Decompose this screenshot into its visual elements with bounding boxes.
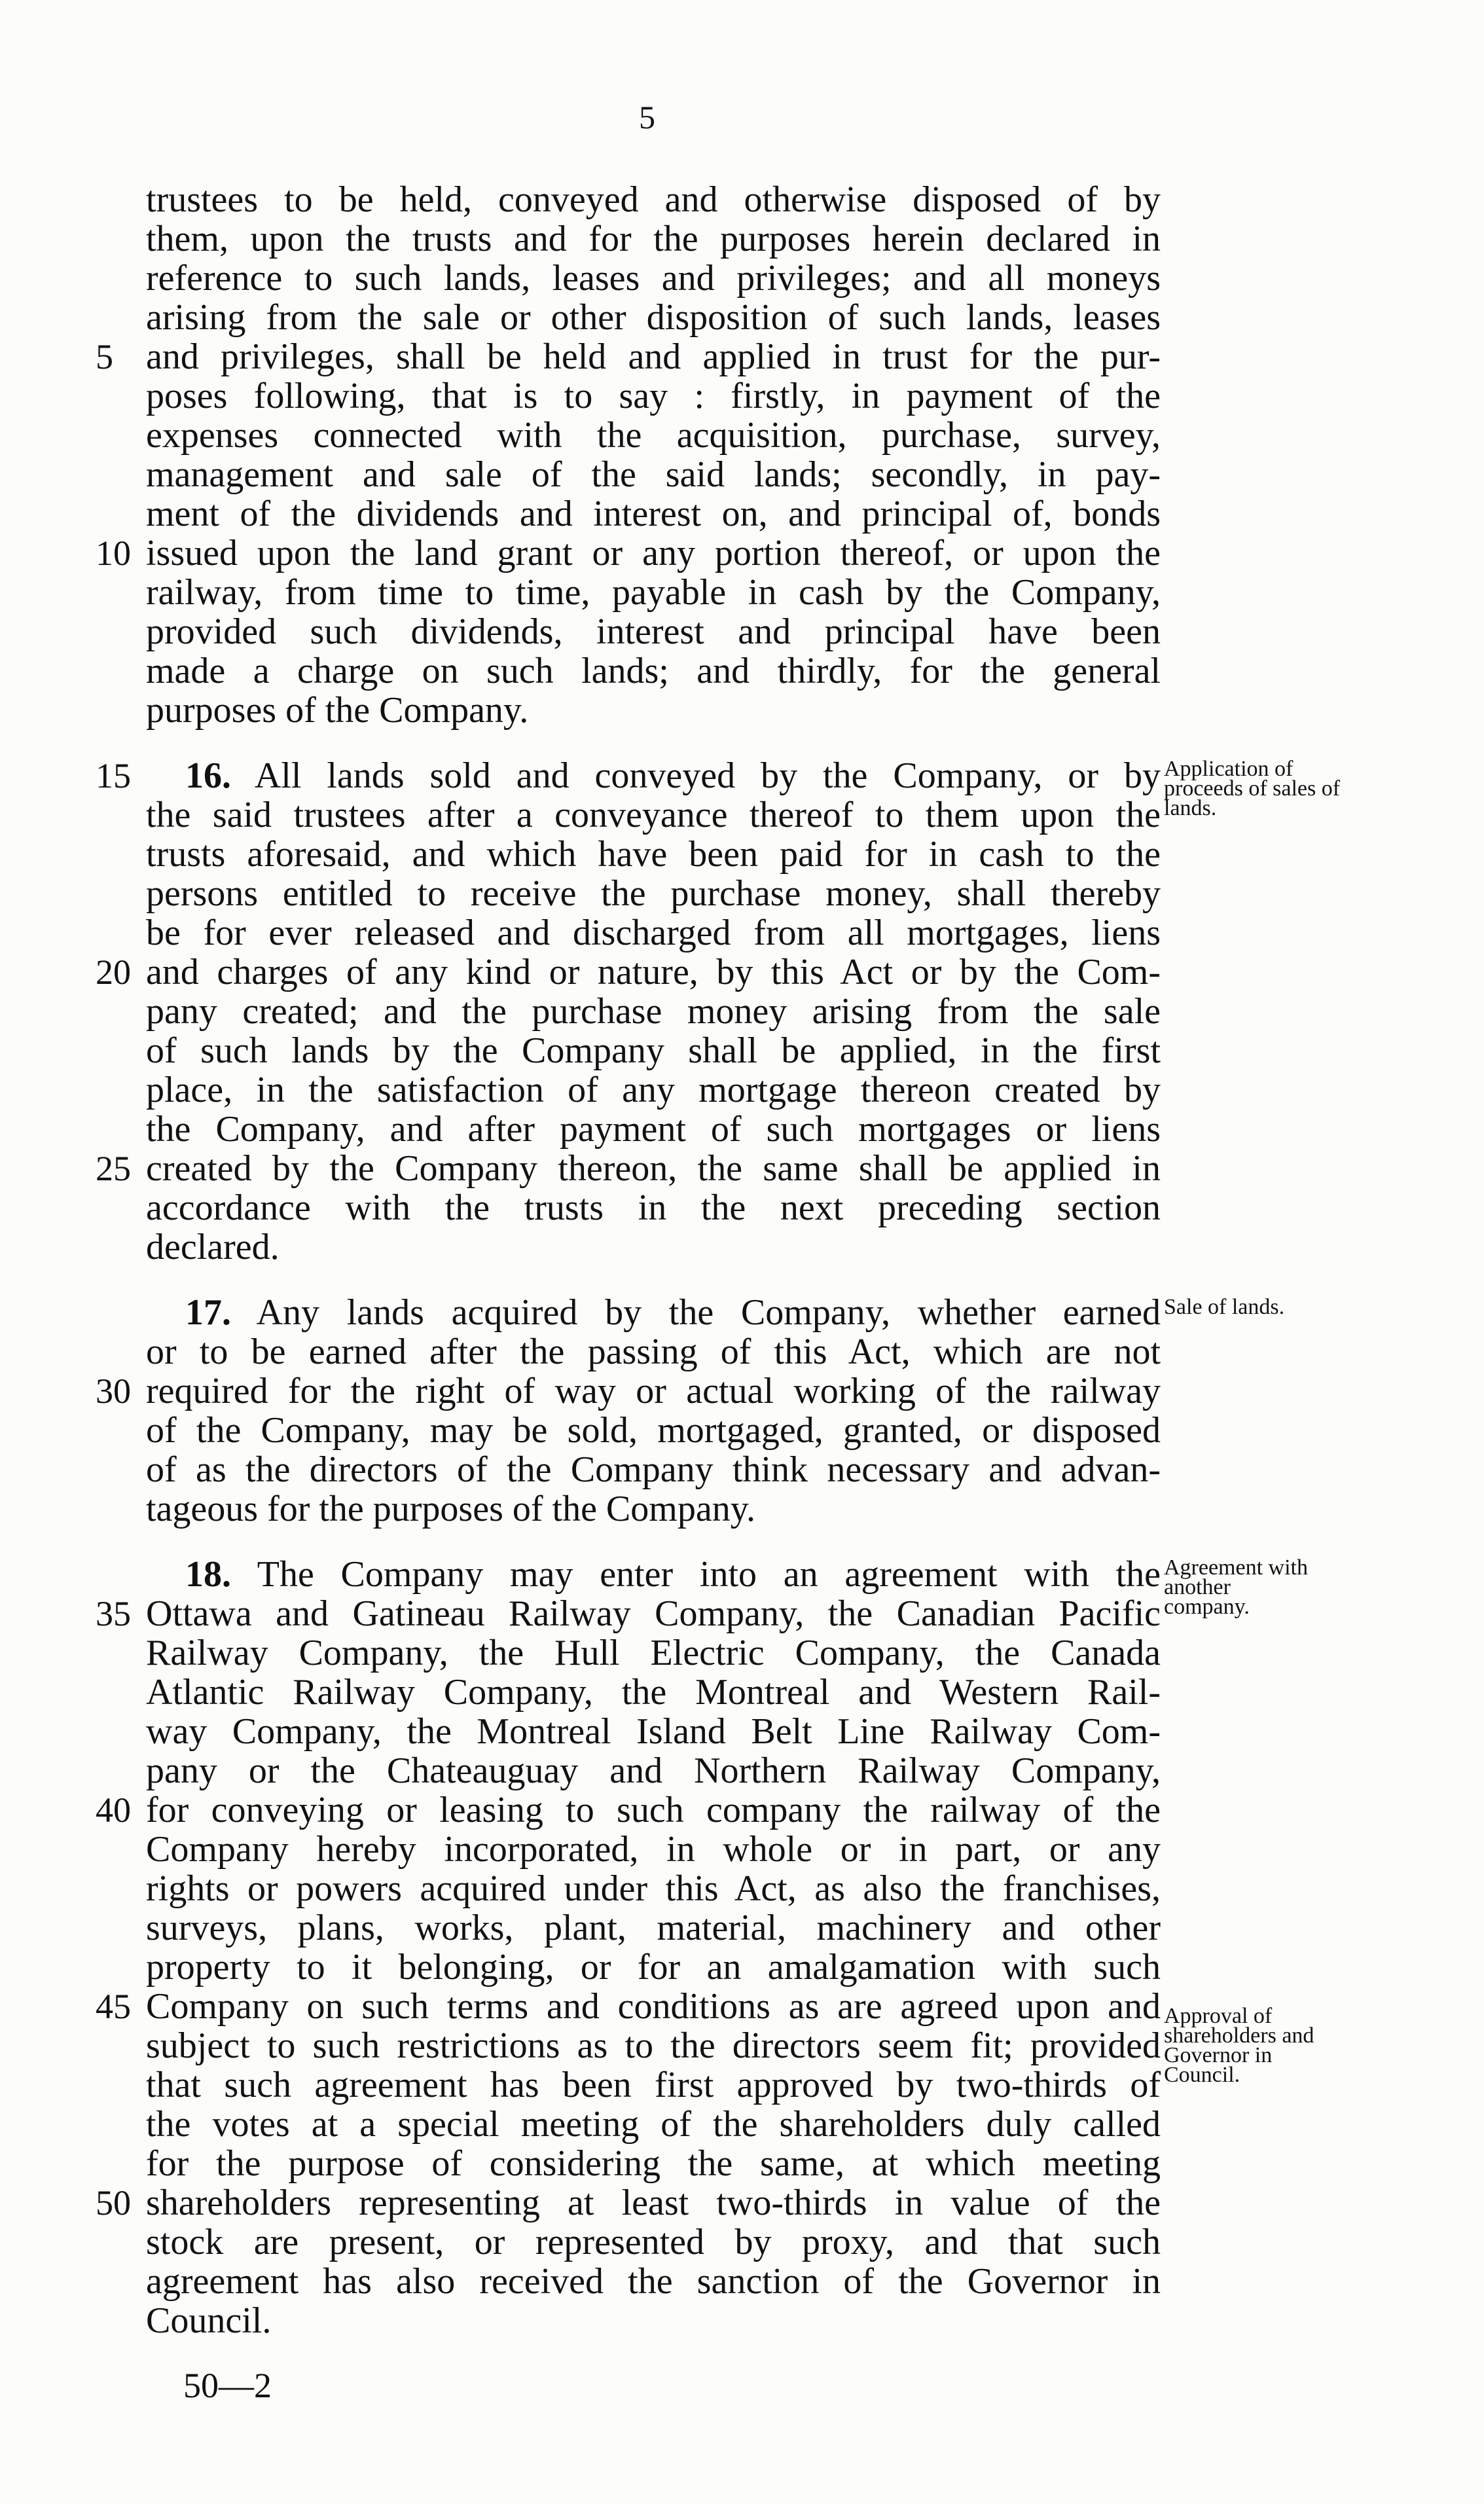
text-line: pany created; and the purchase money arising from the sale xyxy=(146,991,1161,1032)
text-line: for the purpose of considering the same, at which meeting xyxy=(146,2143,1161,2184)
text-line: place, in the satisfaction of any mortgage thereon created by xyxy=(146,1070,1161,1110)
line-number: 30 xyxy=(96,1371,131,1411)
line-number: 35 xyxy=(96,1594,131,1633)
text-line: subject to such restrictions as to the directors seem fit; provided xyxy=(146,2025,1161,2066)
marginal-note: Approval of shareholders and Governor in Council. xyxy=(1164,2004,1314,2087)
line-number: 15 xyxy=(96,756,131,795)
text-line: management and sale of the said lands; secondly, in pay- xyxy=(146,454,1161,495)
text-line: of as the directors of the Company think necessary and advan- xyxy=(146,1449,1161,1490)
text-line: ment of the dividends and interest on, and principal of, bonds xyxy=(146,494,1161,534)
text-line: them, upon the trusts and for the purposes herein declared in xyxy=(146,219,1161,259)
text-line: shareholders representing at least two-thirds in value of the xyxy=(146,2183,1161,2223)
line-number: 45 xyxy=(96,1987,131,2026)
text-line: declared. xyxy=(146,1227,280,1267)
marginal-note: Agreement with another company. xyxy=(1164,1555,1308,1619)
section-17-first-line: 17. Any lands acquired by the Company, whether earned xyxy=(185,1292,1161,1333)
text-line: Ottawa and Gatineau Railway Company, the Canadian Pacific xyxy=(146,1593,1161,1634)
text-line: made a charge on such lands; and thirdly, for the general xyxy=(146,651,1161,691)
text-line: issued upon the land grant or any portion thereof, or upon the xyxy=(146,533,1161,573)
section-number: 16. xyxy=(185,755,231,796)
text-line: tageous for the purposes of the Company. xyxy=(146,1489,756,1529)
text-line: purposes of the Company. xyxy=(146,690,529,731)
text-line: poses following, that is to say : firstly, in payment of the xyxy=(146,376,1161,416)
section-number: 17. xyxy=(185,1292,231,1333)
page-number: 5 xyxy=(639,99,655,136)
text-line: arising from the sale or other disposition of such lands, leases xyxy=(146,297,1161,338)
text-line: of such lands by the Company shall be applied, in the first xyxy=(146,1030,1161,1071)
text-line: pany or the Chateauguay and Northern Railway Company, xyxy=(146,1751,1161,1791)
text-line: created by the Company thereon, the same shall be applied in xyxy=(146,1148,1161,1189)
text-line: reference to such lands, leases and privileges; and all moneys xyxy=(146,258,1161,299)
text-line: Atlantic Railway Company, the Montreal and Western Rail- xyxy=(146,1672,1161,1713)
line-number: 50 xyxy=(96,2183,131,2223)
text-line: and charges of any kind or nature, by this Act or by the Com- xyxy=(146,952,1161,992)
marginal-note: Application of proceeds of sales of lands. xyxy=(1164,757,1341,820)
text-line: accordance with the trusts in the next preceding section xyxy=(146,1188,1161,1228)
text-line: trusts aforesaid, and which have been paid for in cash to the xyxy=(146,834,1161,875)
text-line: agreement has also received the sanction of the Governor in xyxy=(146,2261,1161,2302)
text-line: way Company, the Montreal Island Belt Line Railway Com- xyxy=(146,1711,1161,1752)
text-line: the Company, and after payment of such mortgages or liens xyxy=(146,1109,1161,1150)
text-line: surveys, plans, works, plant, material, machinery and other xyxy=(146,1908,1161,1948)
text-line: Company on such terms and conditions as are agreed upon and xyxy=(146,1986,1161,2027)
text-line: persons entitled to receive the purchase money, shall thereby xyxy=(146,873,1161,914)
text-line: expenses connected with the acquisition, purchase, survey, xyxy=(146,415,1161,456)
text-line: or to be earned after the passing of this Act, which are not xyxy=(146,1332,1161,1372)
text-line: provided such dividends, interest and principal have been xyxy=(146,611,1161,652)
text-line: the said trustees after a conveyance thereof to them upon the xyxy=(146,795,1161,835)
text-line: railway, from time to time, payable in cash by the Company, xyxy=(146,572,1161,613)
line-number: 5 xyxy=(96,337,113,376)
text-line: for conveying or leasing to such company the railway of the xyxy=(146,1790,1161,1830)
text-line: that such agreement has been first approved by two-thirds of xyxy=(146,2065,1161,2105)
line-number: 20 xyxy=(96,953,131,992)
text-line: rights or powers acquired under this Act, as also the franchises, xyxy=(146,1868,1161,1909)
line-number: 10 xyxy=(96,534,131,573)
text-line: Railway Company, the Hull Electric Company, the Canada xyxy=(146,1633,1161,1673)
section-18-first-line: 18. The Company may enter into an agreement with the xyxy=(185,1554,1161,1595)
text-line: trustees to be held, conveyed and otherwise disposed of by xyxy=(146,179,1161,220)
text-line: Company hereby incorporated, in whole or in part, or any xyxy=(146,1829,1161,1870)
text-line: and privileges, shall be held and applied in trust for the pur- xyxy=(146,336,1161,377)
text-line: Council. xyxy=(146,2300,272,2341)
text-line: the votes at a special meeting of the shareholders duly called xyxy=(146,2104,1161,2145)
signature-mark: 50—2 xyxy=(183,2366,272,2405)
text-line: property to it belonging, or for an amalgamation with such xyxy=(146,1947,1161,1987)
marginal-note: Sale of lands. xyxy=(1164,1295,1285,1319)
line-number: 25 xyxy=(96,1149,131,1188)
section-16-first-line: 16. All lands sold and conveyed by the Company, or by xyxy=(185,755,1161,796)
text-line: required for the right of way or actual working of the railway xyxy=(146,1371,1161,1411)
text-line: stock are present, or represented by proxy, and that such xyxy=(146,2222,1161,2262)
section-number: 18. xyxy=(185,1554,231,1595)
text-line: of the Company, may be sold, mortgaged, granted, or disposed xyxy=(146,1410,1161,1451)
text-line: be for ever released and discharged from all mortgages, liens xyxy=(146,913,1161,953)
line-number: 40 xyxy=(96,1790,131,1830)
